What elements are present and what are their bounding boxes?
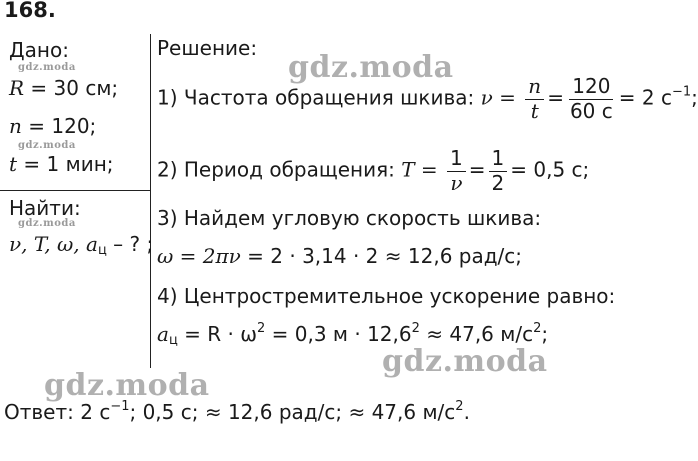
time-value: = 1 мин; [17,152,114,176]
step1-exponent: −1 [671,84,692,100]
find-vars: ν, T, ω, a [9,232,98,256]
radius-var: R [9,76,25,100]
step2-fraction-1 [447,148,466,194]
watermark-right: gdz.moda [382,344,548,379]
watermark-left: gdz.moda [44,368,210,403]
step4-b: = R · ω [177,322,257,346]
find-header: Найти: [9,196,81,220]
watermark-small-2: gdz.moda [18,140,76,151]
step4-d: ≈ 47,6 м/с [419,322,534,346]
answer-part-1-exp: −1 [110,399,130,414]
step1-frac1-denominator: t [530,99,539,123]
given-radius [9,76,118,100]
time-var: t [9,152,18,176]
answer-part-2: ; 0,5 с; ≈ 12,6 рад/с; ≈ 47,6 м/с [129,400,456,424]
solution-header: Решение: [157,36,258,60]
problem-number: 168. [4,0,56,22]
given-divider-vertical [150,34,151,368]
step1-frac1-numerator: n [525,76,544,100]
find-vars-tail: – ? ; [106,232,154,256]
step4-exp3: 2 [533,321,542,336]
step4-exp2: 2 [411,321,420,336]
step3-formula [157,244,522,268]
step3-formula-rhs: = 2 · 3,14 · 2 ≈ 12,6 рад/с; [240,244,523,268]
answer-part-2-exp: 2 [455,399,464,414]
step1-label: 1) Частота обращения шкива: [157,85,475,110]
given-divider-horizontal [0,190,151,191]
solution-step-2: 2) Период обращения: T = $\frac{1}{\nu}$ = $\frac{1}{2}$ = 0,5 с; [157,146,590,195]
step2-label: 2) Период обращения: [157,157,395,182]
given-revolutions [9,114,96,138]
step1-fraction-2 [567,76,616,122]
step2-frac1-denominator: ν [450,171,463,195]
step3-formula-lhs: ω = 2πν [157,244,241,268]
solution-step-1: 1) Частота обращения шкива: ν = $\frac{n}{t}$ = $\frac{120}{60 с}$ = 2 $с^{-1}$; [157,74,698,123]
revolutions-var: n [9,114,22,138]
radius-value: = 30 см; [24,76,119,100]
step1-lhs: ν = [480,85,516,110]
answer-part-3: . [463,400,470,424]
step4-end: ; [541,322,549,346]
step1-result: = 2 с [618,85,672,110]
step1-frac2-denominator: 60 с [569,99,613,123]
answer-line [4,400,470,424]
answer-label: Ответ: [4,400,74,424]
step2-frac1-numerator: 1 [447,148,466,172]
step4-c: = 0,3 м · 12,6 [265,322,412,346]
given-header: Дано: [9,38,69,62]
step4-formula [157,322,548,346]
watermark-small-3: gdz.moda [18,218,76,229]
step1-frac2-numerator: 120 [569,76,613,100]
step2-frac2-denominator: 2 [491,171,505,195]
step4-label: 4) Центростремительное ускорение равно: [157,284,616,308]
revolutions-value: = 120; [21,114,97,138]
find-variables [9,232,153,256]
step4-a: a [157,322,169,346]
watermark-top: gdz.moda [288,50,454,85]
step1-end: ; [691,85,698,110]
find-vars-sub: ц [97,243,107,258]
step1-fraction-1 [525,76,544,122]
step4-sub: ц [168,333,178,348]
step2-frac2-numerator: 1 [489,148,508,172]
given-time [9,152,114,176]
watermark-small-1: gdz.moda [18,62,76,73]
step4-exp: 2 [257,321,266,336]
step2-lhs: T = [401,157,438,182]
step2-result: = 0,5 с; [510,157,590,182]
answer-part-1: 2 с [80,400,111,424]
step3-label: 3) Найдем угловую скорость шкива: [157,206,542,230]
step2-fraction-2 [489,148,508,194]
